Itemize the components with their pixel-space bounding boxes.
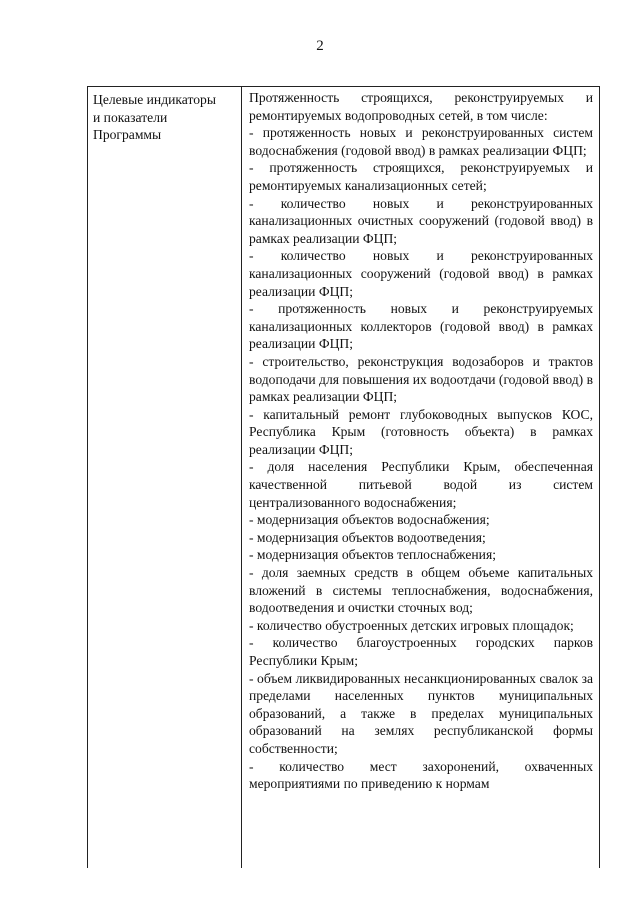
indicator-item: - строительство, реконструкция водозаборов и трактов водоподачи для повышения их водоотдачи (годовой ввод) в рамках реализации ФЦП;	[249, 353, 594, 405]
label-line-1: Целевые индикаторы	[93, 92, 216, 107]
indicator-item: - объем ликвидированных несанкционированных свалок за пределами населенных пунктов муниципальных образований, а также в пределах муниципальных образований на землях республиканской формы собственности;	[249, 670, 593, 756]
indicator-item: - протяженность новых и реконструируемых канализационных коллекторов (годовой ввод) в рамках реализации ФЦП;	[249, 301, 593, 352]
indicator-item: - количество обустроенных детских игровых площадок;	[249, 617, 574, 633]
indicator-item: - модернизация объектов теплоснабжения;	[249, 547, 496, 563]
indicator-item: - модернизация объектов водоснабжения;	[249, 512, 490, 528]
indicator-item: - количество благоустроенных городских парков Республики Крым;	[249, 635, 593, 668]
indicator-item: - протяженность новых и реконструированных систем водоснабжения (годовой ввод) в рамках реализации ФЦП;	[249, 125, 593, 158]
indicator-item: - доля населения Республики Крым, обеспеченная качественной питьевой водой из систем централизованного водоснабжения;	[249, 459, 593, 510]
indicators-intro: Протяженность строящихся, реконструируемых и ремонтируемых водопроводных сетей, в том числе:	[249, 90, 593, 123]
indicator-item: - доля заемных средств в общем объеме капитальных вложений в системы теплоснабжения, водоснабжения, водоотведения и очистки сточных вод;	[249, 565, 593, 616]
indicator-item: - количество новых и реконструированных канализационных очистных сооружений (годовой ввод) в рамках реализации ФЦП;	[249, 195, 593, 246]
indicator-item: - капитальный ремонт глубоководных выпусков КОС, Республика Крым (готовность объекта) в рамках реализации ФЦП;	[249, 406, 593, 457]
label-line-2: и показатели	[93, 109, 168, 125]
table-content-cell	[242, 87, 599, 868]
indicator-item: - протяженность строящихся, реконструируемых и ремонтируемых канализационных сетей;	[249, 160, 593, 193]
page-number: 2	[316, 38, 324, 54]
table-label-cell	[88, 87, 242, 868]
indicator-item: - модернизация объектов водоотведения;	[249, 529, 486, 545]
label-line-3: Программы	[93, 127, 162, 143]
indicator-item: - количество новых и реконструированных канализационных сооружений (годовой ввод) в рамках реализации ФЦП;	[249, 248, 593, 299]
indicator-item: - количество мест захоронений, охваченных мероприятиями по приведению к нормам	[249, 758, 593, 792]
indicators-table	[87, 86, 600, 868]
